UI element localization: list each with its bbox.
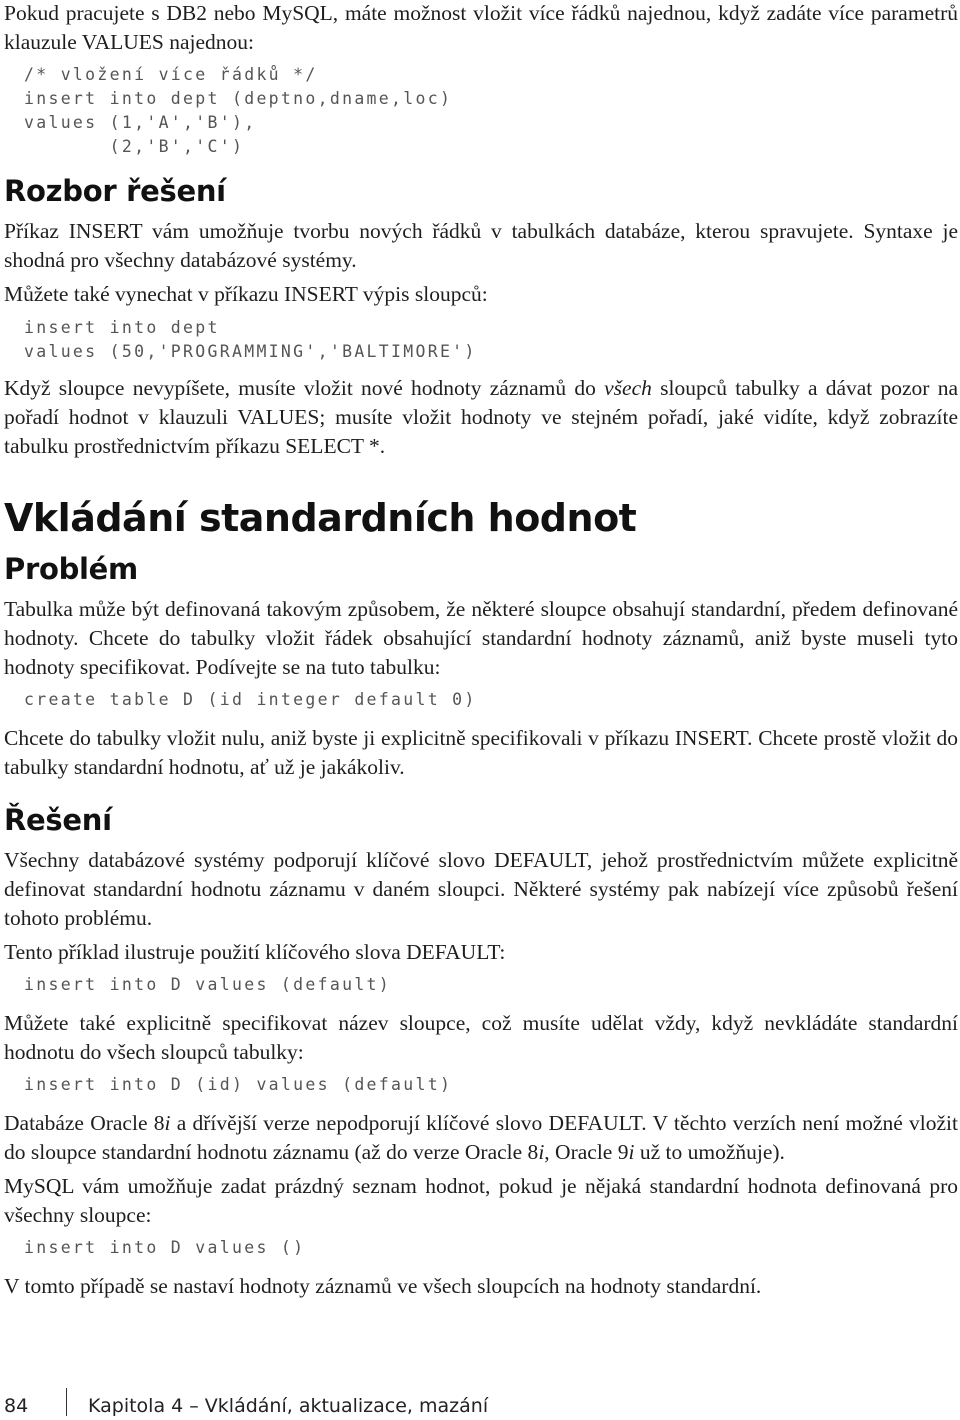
oracle-text-1: Databáze Oracle 8 [4,1111,165,1135]
vynechat-paragraph: Můžete také vynechat v příkazu INSERT výpis sloupců: [4,282,488,306]
oracle-italic-2: i [538,1140,545,1164]
footer-divider [66,1388,67,1416]
heading-problem: Problém [4,552,138,586]
chcete-paragraph: Chcete do tabulky vložit nulu, aniž byste ji explicitně specifikovali v příkazu INSERT. Chcete prostě vložit do tabulky standardní hodnotu, ať už je jakákoliv. [4,726,958,779]
oracle-italic-1: i [164,1111,171,1135]
oracle-text-2: a dřívější verze nepodporují klíčové slovo DEFAULT. V těchto verzích není možné vložit do sloupce standardní hodnotu záznamu (až do verze Oracle 8 [4,1111,958,1164]
heading-rozbor-reseni: Rozbor řešení [4,174,226,208]
page-footer [4,1388,954,1420]
oracle-paragraph [4,1109,958,1167]
heading-reseni: Řešení [4,803,112,837]
code-block-insert-id-default: insert into D (id) values (default) [24,1075,453,1094]
chapter-title: Kapitola 4 – Vkládání, aktualizace, mazání [88,1395,489,1417]
reseni-paragraph: Všechny databázové systémy podporují klíčové slovo DEFAULT, jehož prostřednictvím můžete explicitně definovat standardní hodnotu záznamu v daném sloupci. Některé systémy pak nabízejí více způsobů řešení tohoto problému. [4,848,958,930]
code-block-insert-dept: insert into dept values (50,'PROGRAMMING','BALTIMORE') [24,318,477,361]
page-number: 84 [4,1395,29,1417]
rozbor-paragraph: Příkaz INSERT vám umožňuje tvorbu nových řádků v tabulkách databáze, kterou spravujete. Syntaxe je shodná pro všechny databázové systémy. [4,219,958,272]
explicitne-paragraph: Můžete také explicitně specifikovat název sloupce, což musíte udělat vždy, když nevkládáte standardní hodnotu do všech sloupců tabulky: [4,1011,958,1064]
kdyz-paragraph [4,374,958,461]
code-block-multirow-insert: /* vložení více řádků */ insert into dept (deptno,dname,loc) values (1,'A','B'), (2,'B','C') [24,65,453,156]
heading-vkladani-standardnich-hodnot: Vkládání standardních hodnot [4,496,637,540]
tento-paragraph: Tento příklad ilustruje použití klíčového slova DEFAULT: [4,940,506,964]
kdyz-text-2: sloupců tabulky a dávat pozor na pořadí hodnot v klauzuli VALUES; musíte vložit hodnoty ve stejném pořadí, jaké vidíte, když zobrazíte tabulku prostřednictvím příkazu SELECT *. [4,376,958,458]
problem-paragraph: Tabulka může být definovaná takovým způsobem, že některé sloupce obsahují standardní, předem definované hodnoty. Chcete do tabulky vložit řádek obsahující standardní hodnoty záznamů, aniž byste museli tyto hodnoty specifikovat. Podívejte se na tuto tabulku: [4,597,958,679]
page-content [4,0,958,1301]
oracle-italic-3: i [628,1140,635,1164]
intro-paragraph: Pokud pracujete s DB2 nebo MySQL, máte možnost vložit více řádků najednou, když zadáte více parametrů klauzule VALUES najednou: [4,1,958,54]
final-paragraph: V tomto případě se nastaví hodnoty záznamů ve všech sloupcích na hodnoty standardní. [4,1274,762,1298]
kdyz-text-1: Když sloupce nevypíšete, musíte vložit nové hodnoty záznamů do [4,376,605,400]
kdyz-emphasis: všech [604,376,652,400]
code-block-create-table: create table D (id integer default 0) [24,690,477,709]
code-block-insert-default: insert into D values (default) [24,975,392,994]
oracle-text-4: už to umožňuje). [634,1140,785,1164]
oracle-text-3: , Oracle 9 [544,1140,629,1164]
code-block-insert-empty: insert into D values () [24,1238,306,1257]
mysql-paragraph: MySQL vám umožňuje zadat prázdný seznam hodnot, pokud je nějaká standardní hodnota definovaná pro všechny sloupce: [4,1174,958,1227]
